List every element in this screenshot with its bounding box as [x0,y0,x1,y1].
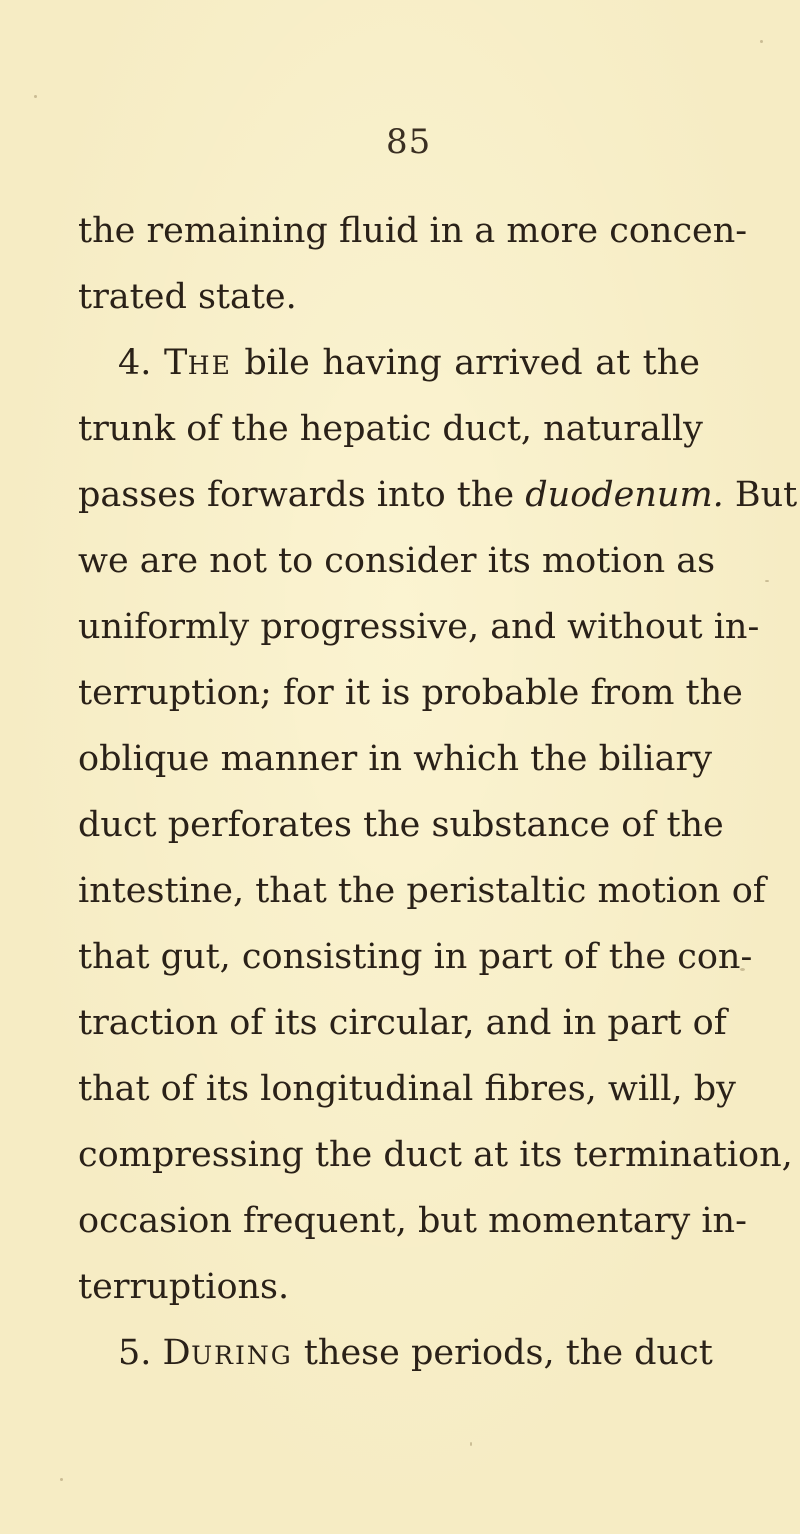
page-number: 85 [386,122,432,162]
text-line-16: occasion frequent, but momentary in- [78,1201,747,1241]
line-rest: these periods, the duct [292,1333,713,1373]
text-line-15: compressing the duct at its termination, [78,1135,793,1175]
text-line-8: terruption; for it is probable from the [78,673,743,713]
paper-speck [60,1478,63,1481]
small-caps-word: uring [191,1333,293,1373]
paper-speck [34,95,37,98]
text-line-1: the remaining fluid in a more concen- [78,211,748,251]
text-line-5 [78,475,798,515]
paper-speck [765,580,769,582]
text-line-2: trated state. [78,277,297,317]
text-line-9: oblique manner in which the biliary [78,739,712,779]
paragraph-4-line-1 [118,343,700,383]
italic-term: duodenum. [525,475,724,515]
line-rest: bile having arrived at the [231,343,700,383]
line-end: But [723,475,798,515]
text-line-17: terruptions. [78,1267,290,1307]
paper-speck [740,968,745,971]
paragraph-number: 5. [118,1333,152,1373]
text-line-13: traction of its circular, and in part of [78,1003,727,1043]
small-caps-initial: D [162,1333,192,1373]
paragraph-5-line-1 [118,1333,713,1373]
text-line-7: uniformly progressive, and without in- [78,607,760,647]
paper-speck [470,1442,472,1446]
paragraph-number: 4. [118,343,152,383]
text-line-11: intestine, that the peristaltic motion of [78,871,766,911]
text-line-6: we are not to consider its motion as [78,541,716,581]
text-line-12: that gut, consisting in part of the con- [78,937,753,977]
text-line-10: duct perforates the substance of the [78,805,724,845]
small-caps-word: he [187,343,232,383]
text-line-14: that of its longitudinal fibres, will, by [78,1069,736,1109]
line-start: passes forwards into the [78,475,526,515]
paper-speck [760,40,763,43]
small-caps-initial: T [163,343,188,383]
text-line-4: trunk of the hepatic duct, naturally [78,409,703,449]
